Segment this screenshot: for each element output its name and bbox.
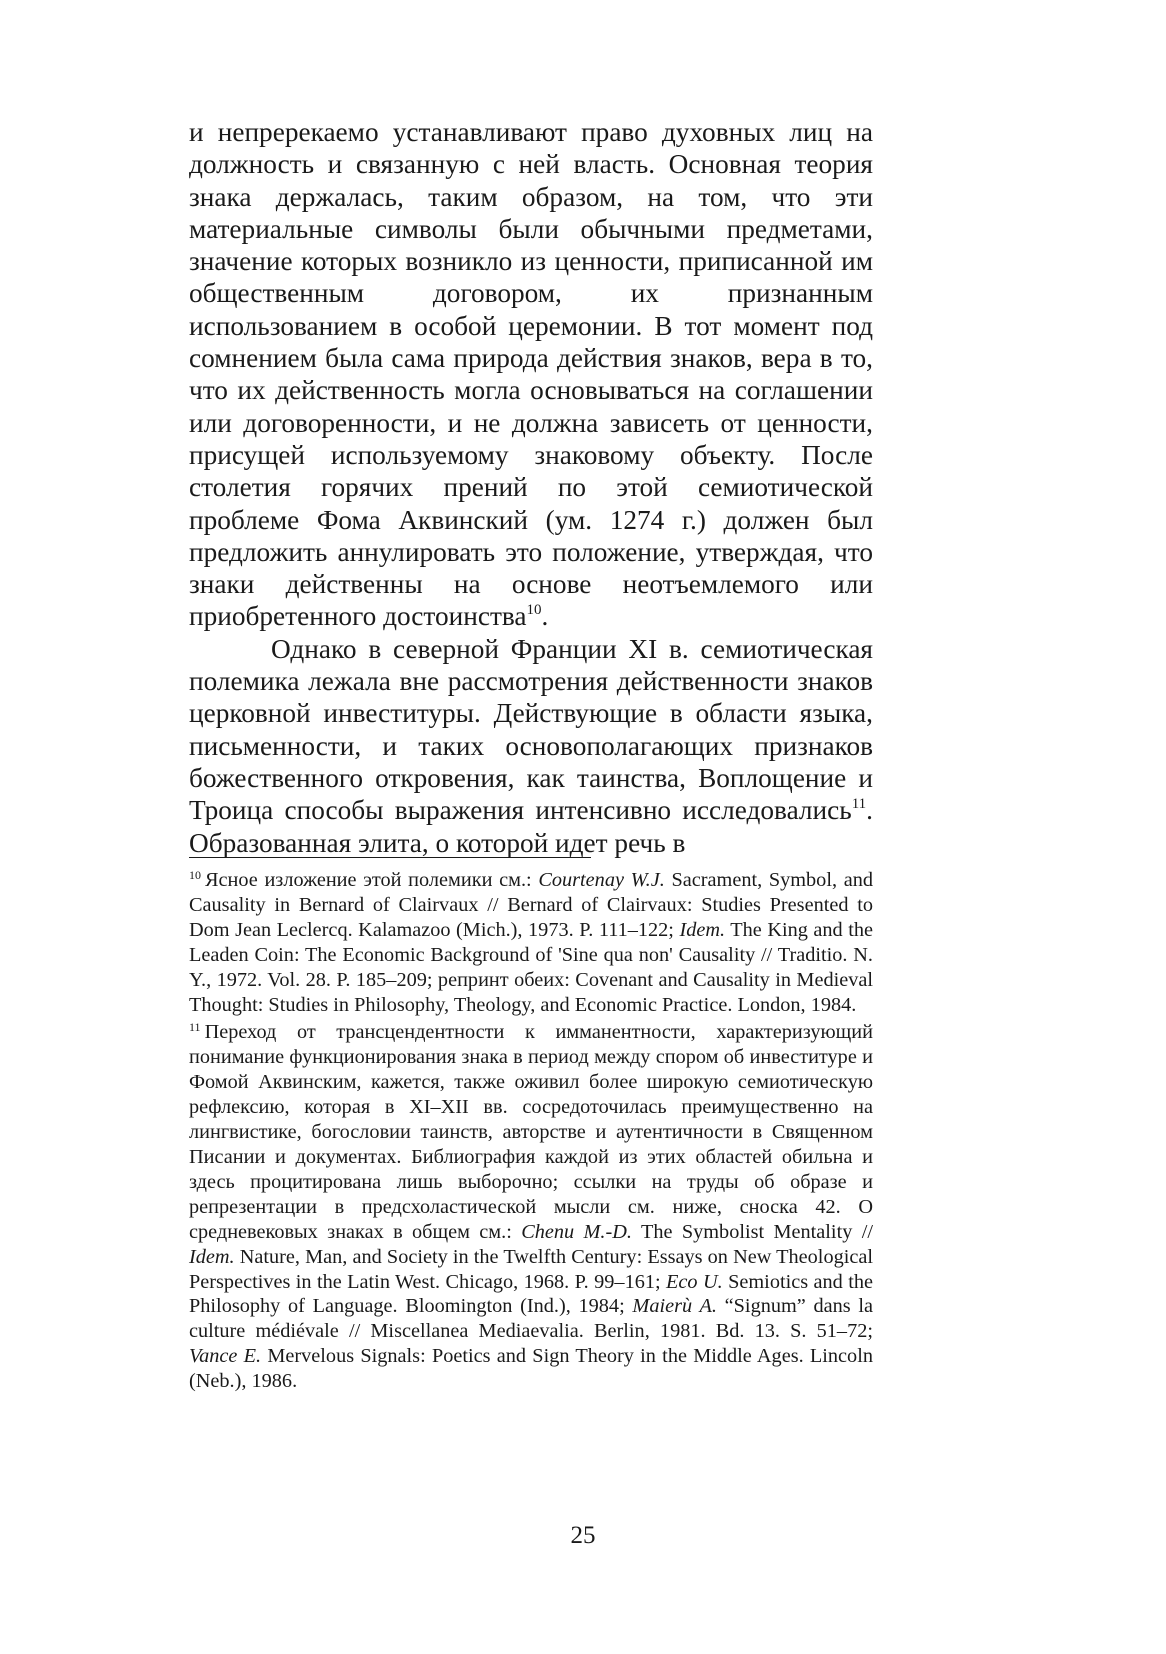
page-number: 25	[570, 1522, 596, 1549]
footnote-text: The Symbolist Mentality //	[631, 1220, 873, 1243]
footnote-author: Chenu M.-D.	[521, 1220, 632, 1243]
paragraph-end: .	[541, 601, 549, 632]
footnote-author: Vance E.	[189, 1345, 262, 1368]
main-text	[189, 116, 873, 859]
footnote-author: Eco U.	[666, 1270, 723, 1293]
footnote-reference[interactable]: 11	[851, 796, 867, 813]
footnote-author: Courtenay W.J.	[538, 869, 665, 891]
footnote-text: Mervelous Signals: Poetics and Sign Theory in the Middle Ages. Lincoln (Neb.), 1986.	[189, 1345, 873, 1393]
paragraph-end: . Образованная элита, о которой идет речь в	[189, 795, 873, 858]
footnote-author: Maierù A.	[632, 1295, 717, 1318]
footnote-text: Переход от трансцендентности к имманентности, характеризующий понимание функционирования знака в период между спором об инвеституре и Фомой Аквинским, кажется, также оживил более широкую семиотическую рефлексию, которая в XI–XII вв. сосредоточилась преимущественно на лингвистике, богословии таинств, авторстве и аутентичности в Священном Писании и документах. Библиография каждой из этих областей обильна и здесь процитирована лишь выборочно; ссылки на труды об образе и репрезентации в предсхоластической мысли см. ниже, сноска 42. О средневековых знаках в общем см.:	[189, 1021, 873, 1243]
footnote-text: Sacrament, Symbol, and Causality in Bernard of Clairvaux // Bernard of Clairvaux: Studies Presented to Dom Jean Leclercq. Kalamazoo (Mich.), 1973. P. 111–122;	[189, 869, 873, 941]
footnote-author: Idem.	[189, 1245, 235, 1268]
footnote	[189, 1020, 873, 1394]
paragraph-1	[189, 116, 873, 633]
footnote-reference[interactable]: 10	[526, 602, 542, 619]
footnote-text: Nature, Man, and Society in the Twelfth Century: Essays on New Theological Perspectives in the Latin West. Chicago, 1968. P. 99–161;	[189, 1245, 873, 1293]
footnotes	[189, 868, 873, 1394]
footnote-text: The King and the Leaden Coin: The Economic Background of 'Sine qua non' Causality // Traditio. N. Y., 1972. Vol. 28. P. 185–209; репринт обеих: Covenant and Causality in Medieval Thought: Studies in Philosophy, Theology, and Economic Practice. London, 1984.	[189, 918, 873, 1016]
footnote-text: Ясное изложение этой полемики см.:	[205, 869, 539, 891]
paragraph-2	[189, 633, 873, 859]
footnote-text: Semiotics and the Philosophy of Language. Bloomington (Ind.), 1984;	[189, 1270, 874, 1318]
footnote-author: Idem.	[679, 918, 726, 941]
footnote-number: 10	[189, 868, 201, 882]
paragraph-text: Однако в северной Франции XI в. семиотическая полемика лежала вне рассмотрения действенности знаков церковной инвеституры. Действующие в области языка, письменности, и таких основополагающих признаков божественного откровения, как таинства, Воплощение и Троица способы выражения интенсивно исследовались	[189, 633, 873, 826]
paragraph-text: и непререкаемо устанавливают право духовных лиц на должность и связанную с ней власть. Основная теория знака держалась, таким образом, на том, что эти материальные символы были обычными предметами, значение которых возникло из ценности, приписанной им общественным договором, их признанным использованием в особой церемонии. В тот момент под сомнением была сама природа действия знаков, вера в то, что их действенность могла основываться на соглашении или договоренности, и не должна зависеть от ценности, присущей используемому знаковому объекту. После столетия горячих прений по этой семиотической проблеме Фома Аквинский (ум. 1274 г.) должен был предложить аннулировать это положение, утверждая, что знаки действенны на основе неотъемлемого или приобретенного достоинства	[189, 117, 873, 632]
footnote-text: “Signum” dans la culture médiévale // Miscellanea Mediaevalia. Berlin, 1981. Bd. 13. S. 51–72;	[189, 1295, 874, 1343]
footnote-separator	[189, 857, 591, 858]
footnote	[189, 868, 873, 1017]
footnote-number: 11	[189, 1020, 201, 1035]
